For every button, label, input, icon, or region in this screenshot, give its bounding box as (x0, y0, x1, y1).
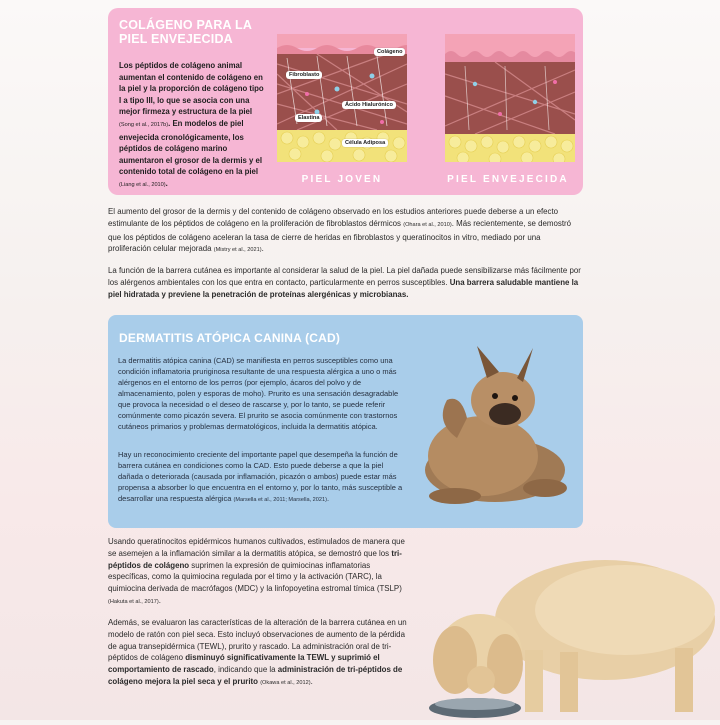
paragraph-bold-text: Una barrera saludable mantiene la piel hidratada y previene la penetración de proteínas alergénicas y microbianas. (108, 277, 579, 299)
collagen-panel-body (119, 60, 267, 192)
paragraph-text: Además, se evaluaron las características de la alteración de la barrera cutánea en un modelo de ratón con piel seca. Esto incluyó observaciones de aumento de la pérdida de agua transepidérmica (TEWL), prurito y rascado. La administración oral de tri-péptidos de colágeno (108, 618, 407, 663)
label-elastina: Elastina (295, 114, 322, 122)
citation: (Marsella et al., 2011; Marsella, 2021) (233, 497, 327, 503)
collagen-panel-title: COLÁGENO PARA LA PIEL ENVEJECIDA (119, 18, 252, 46)
citation: (Liang et al., 2010) (119, 181, 166, 188)
cad-panel-title: DERMATITIS ATÓPICA CANINA (CAD) (119, 331, 341, 345)
eating-dog-image (395, 540, 720, 720)
cad-paragraph-text: Hay un reconocimiento creciente del importante papel que desempeña la función de barrera cutánea en condiciones como la CAD. Esto puede deberse a que la piel dañada o deteriorada (causada por inflamación, picazón o ambos) puede estar más propensa a absorber lo que encuentra en el entorno y, por lo tanto, más susceptible a desarrollar una respuesta alérgica (118, 450, 403, 503)
label-acido-hialuronico: Ácido Hialurónico (342, 101, 396, 109)
aged-skin-caption: PIEL ENVEJECIDA (447, 174, 569, 185)
label-celula-adiposa: Célula Adiposa (342, 139, 388, 147)
citation: (Hakuta et al., 2017) (108, 598, 159, 605)
citation: (Ohara et al., 2010) (403, 221, 452, 228)
paragraph-keratinocytes (108, 536, 408, 609)
paragraph-dermis-thickness (108, 206, 583, 257)
paragraph-text: . (158, 595, 161, 605)
cad-paragraph-2 (118, 449, 403, 506)
label-colageno: Colágeno (374, 48, 405, 56)
paragraph-skin-barrier (108, 265, 583, 300)
young-skin-caption: PIEL JOVEN (301, 174, 383, 185)
cad-paragraph-end: . (326, 494, 330, 503)
collagen-body-text-2: . En modelos de piel envejecida cronológicamente, los péptidos de colágeno marino aumentaron el grosor de la dermis y el contenido total de colágeno en la piel (119, 118, 262, 177)
paragraph-text: . (261, 244, 264, 254)
citation: (Song et al., 2017b) (119, 121, 169, 128)
citation: (Mistry et al., 2021) (213, 247, 262, 254)
scratching-dog-image (395, 338, 580, 518)
collagen-info-panel (108, 8, 583, 195)
citation: (Okawa et al., 2012) (260, 679, 311, 686)
paragraph-text: La función de la barrera cutánea es importante al considerar la salud de la piel. La piel dañada puede sensibilizarse más fácilmente por los alérgenos ambientales con los que entra en contacto, particularmente en perros susceptibles. (108, 266, 581, 287)
collagen-body-end: . (165, 178, 168, 188)
paragraph-text: Usando queratinocitos epidérmicos humanos cultivados, estimulados de manera que se asemejen a la inflamación similar a la dermatitis atópica, se demostró que los (108, 537, 405, 558)
paragraph-text: . Más recientemente, se demostró que los péptidos de colágeno aceleran la tasa de cierre de heridas en fibroblastos y queratinocitos in vitro, mediado por una proliferación celular mejorada (108, 218, 572, 254)
paragraph-mouse-model (108, 617, 408, 690)
cad-paragraph-1: La dermatitis atópica canina (CAD) se manifiesta en perros susceptibles como una condición inflamatoria pruriginosa resultante de una respuesta alérgica a uno o más alérgenos en el entorno de los perros (por ejemplo, ácaros del polvo y de almacenamiento, polen y esporas de moho). Prurito es una sensación desagradable que provoca la necesidad o el deseo de rascarse y, por lo tanto, se puede referir comúnmente como picazón severa. El prurito se asocia comúnmente con trastornos cutáneos primarios y problemas dermatológicos, incluida la dermatitis atópica. (118, 356, 399, 431)
paragraph-bold-text: disminuyó significativamente la TEWL y suprimió el comportamiento de rascado (108, 653, 380, 675)
paragraph-text: El aumento del grosor de la dermis y del contenido de colágeno observado en los estudios anteriores puede deberse a un efecto estimulante de los péptidos de colágeno en la proliferación de fibroblastos dérmicos (108, 207, 559, 228)
label-fibroblasto: Fibroblasto (286, 71, 322, 79)
paragraph-text: , indicando que la (213, 665, 278, 675)
paragraph-text: suprimen la expresión de quimiocinas inflamatorias específicas, como la quimiocina regulada por el timo y la activación (TARC), la quimiocina derivada de macrófagos (MDC) y la linfopoyetina estromal tímica (TSLP) (108, 560, 402, 594)
aged-skin-illustration (445, 34, 575, 162)
paragraph-bold-text: administración de tri-péptidos de colágeno mejora la piel seca y el prurito (108, 665, 403, 686)
collagen-body-text-1: Los péptidos de colágeno animal aumentan el contenido de colágeno en la piel y la proporción de colágeno tipo I a tipo III, lo que se asocia con una mejor firmeza y estructura de la piel (119, 61, 264, 117)
paragraph-text: . (310, 676, 313, 686)
paragraph-bold-text: tri-péptidos de colágeno (108, 548, 402, 570)
